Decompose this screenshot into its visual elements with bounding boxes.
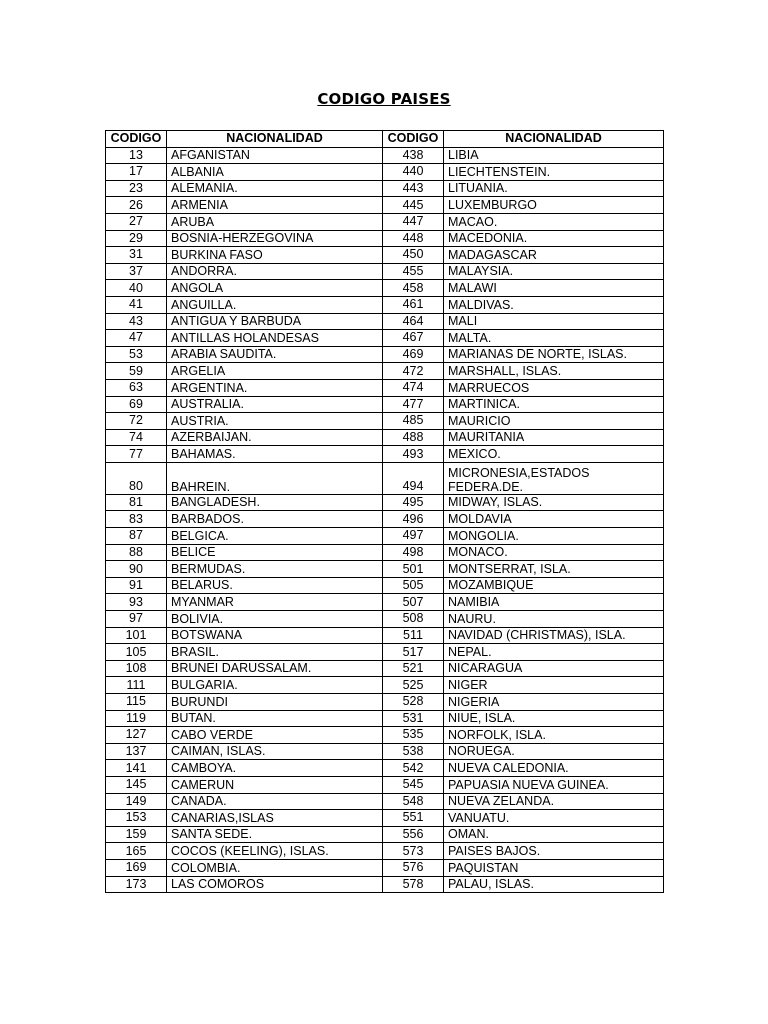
nationality-left: BELICE xyxy=(167,544,383,561)
nationality-right: MEXICO. xyxy=(444,446,664,463)
country-code-left: 165 xyxy=(106,843,167,860)
country-code-left: 74 xyxy=(106,429,167,446)
country-code-right: 495 xyxy=(383,494,444,511)
nationality-left: ANTIGUA Y BARBUDA xyxy=(167,313,383,330)
nationality-right: NUEVA ZELANDA. xyxy=(444,793,664,810)
country-code-left: 88 xyxy=(106,544,167,561)
table-row xyxy=(106,727,664,744)
nationality-right: NAVIDAD (CHRISTMAS), ISLA. xyxy=(444,627,664,644)
nationality-left: ARMENIA xyxy=(167,197,383,214)
country-code-left: 81 xyxy=(106,494,167,511)
country-code-left: 127 xyxy=(106,727,167,744)
country-code-left: 69 xyxy=(106,396,167,413)
table-row xyxy=(106,660,664,677)
nationality-right: NUEVA CALEDONIA. xyxy=(444,760,664,777)
nationality-right: NEPAL. xyxy=(444,644,664,661)
country-code-left: 101 xyxy=(106,627,167,644)
nationality-right: MARIANAS DE NORTE, ISLAS. xyxy=(444,346,664,363)
nationality-right: NAMIBIA xyxy=(444,594,664,611)
table-row xyxy=(106,627,664,644)
table-row xyxy=(106,810,664,827)
country-code-right: 448 xyxy=(383,230,444,247)
nationality-left: CAMBOYA. xyxy=(167,760,383,777)
nationality-left: BERMUDAS. xyxy=(167,561,383,578)
table-row xyxy=(106,247,664,264)
table-row xyxy=(106,644,664,661)
country-code-left: 47 xyxy=(106,330,167,347)
table-row xyxy=(106,793,664,810)
country-code-right: 469 xyxy=(383,346,444,363)
country-code-left: 63 xyxy=(106,379,167,396)
country-code-left: 40 xyxy=(106,280,167,297)
nationality-left: ARGELIA xyxy=(167,363,383,380)
nationality-left: CAMERUN xyxy=(167,776,383,793)
country-code-left: 159 xyxy=(106,826,167,843)
nationality-left: ALBANIA xyxy=(167,164,383,181)
nationality-left: BRASIL. xyxy=(167,644,383,661)
table-row xyxy=(106,296,664,313)
table-row xyxy=(106,164,664,181)
table-row xyxy=(106,544,664,561)
table-row xyxy=(106,859,664,876)
header-nationality-right: NACIONALIDAD xyxy=(444,131,664,148)
nationality-left: BULGARIA. xyxy=(167,677,383,694)
country-code-left: 153 xyxy=(106,810,167,827)
nationality-left: SANTA SEDE. xyxy=(167,826,383,843)
country-code-right: 556 xyxy=(383,826,444,843)
country-code-right: 538 xyxy=(383,743,444,760)
country-code-right: 576 xyxy=(383,859,444,876)
country-code-left: 31 xyxy=(106,247,167,264)
country-code-right: 474 xyxy=(383,379,444,396)
nationality-right: NAURU. xyxy=(444,611,664,628)
nationality-right: MACAO. xyxy=(444,213,664,230)
table-row xyxy=(106,429,664,446)
nationality-left: ARUBA xyxy=(167,213,383,230)
table-row xyxy=(106,213,664,230)
table-row xyxy=(106,760,664,777)
country-code-left: 72 xyxy=(106,413,167,430)
nationality-left: BANGLADESH. xyxy=(167,494,383,511)
country-code-left: 111 xyxy=(106,677,167,694)
country-code-right: 511 xyxy=(383,627,444,644)
nationality-right: PAQUISTAN xyxy=(444,859,664,876)
nationality-left: BOLIVIA. xyxy=(167,611,383,628)
table-row xyxy=(106,197,664,214)
table-row xyxy=(106,230,664,247)
table-row xyxy=(106,743,664,760)
country-code-right: 493 xyxy=(383,446,444,463)
nationality-left: ANGOLA xyxy=(167,280,383,297)
table-row xyxy=(106,263,664,280)
nationality-right: MALTA. xyxy=(444,330,664,347)
table-row xyxy=(106,313,664,330)
nationality-left: COLOMBIA. xyxy=(167,859,383,876)
country-code-left: 169 xyxy=(106,859,167,876)
nationality-left: BOSNIA-HERZEGOVINA xyxy=(167,230,383,247)
nationality-left: BARBADOS. xyxy=(167,511,383,528)
nationality-left: BAHREIN. xyxy=(167,462,383,494)
country-code-right: 455 xyxy=(383,263,444,280)
table-row xyxy=(106,363,664,380)
country-code-right: 461 xyxy=(383,296,444,313)
country-code-left: 145 xyxy=(106,776,167,793)
nationality-right: MAURITANIA xyxy=(444,429,664,446)
nationality-left: BUTAN. xyxy=(167,710,383,727)
country-code-left: 17 xyxy=(106,164,167,181)
nationality-right: LITUANIA. xyxy=(444,180,664,197)
country-code-left: 105 xyxy=(106,644,167,661)
nationality-right: NIUE, ISLA. xyxy=(444,710,664,727)
country-code-right: 445 xyxy=(383,197,444,214)
country-code-right: 496 xyxy=(383,511,444,528)
country-code-left: 80 xyxy=(106,462,167,494)
country-code-right: 438 xyxy=(383,147,444,164)
country-code-right: 548 xyxy=(383,793,444,810)
country-code-right: 578 xyxy=(383,876,444,893)
country-code-left: 43 xyxy=(106,313,167,330)
table-row xyxy=(106,577,664,594)
nationality-right: NIGERIA xyxy=(444,694,664,711)
nationality-right: NORUEGA. xyxy=(444,743,664,760)
nationality-right: MALDIVAS. xyxy=(444,296,664,313)
country-code-right: 467 xyxy=(383,330,444,347)
country-code-right: 535 xyxy=(383,727,444,744)
country-code-left: 137 xyxy=(106,743,167,760)
nationality-right: MADAGASCAR xyxy=(444,247,664,264)
country-code-left: 173 xyxy=(106,876,167,893)
nationality-right: PAPUASIA NUEVA GUINEA. xyxy=(444,776,664,793)
nationality-right: MICRONESIA,ESTADOS FEDERA.DE. xyxy=(444,462,664,494)
country-code-left: 59 xyxy=(106,363,167,380)
nationality-left: ARGENTINA. xyxy=(167,379,383,396)
nationality-right: MOLDAVIA xyxy=(444,511,664,528)
nationality-right: MALI xyxy=(444,313,664,330)
nationality-right: LIBIA xyxy=(444,147,664,164)
table-row xyxy=(106,494,664,511)
nationality-left: BURUNDI xyxy=(167,694,383,711)
country-code-left: 13 xyxy=(106,147,167,164)
nationality-right: PAISES BAJOS. xyxy=(444,843,664,860)
country-code-right: 472 xyxy=(383,363,444,380)
nationality-right: MONTSERRAT, ISLA. xyxy=(444,561,664,578)
nationality-right: NICARAGUA xyxy=(444,660,664,677)
country-code-left: 141 xyxy=(106,760,167,777)
country-code-right: 551 xyxy=(383,810,444,827)
country-code-right: 508 xyxy=(383,611,444,628)
nationality-right: MACEDONIA. xyxy=(444,230,664,247)
nationality-right: MALAWI xyxy=(444,280,664,297)
country-code-left: 53 xyxy=(106,346,167,363)
country-code-right: 507 xyxy=(383,594,444,611)
nationality-left: ANGUILLA. xyxy=(167,296,383,313)
table-row xyxy=(106,611,664,628)
table-row xyxy=(106,710,664,727)
nationality-right: MOZAMBIQUE xyxy=(444,577,664,594)
country-code-table xyxy=(105,130,664,893)
table-row xyxy=(106,594,664,611)
nationality-right: MIDWAY, ISLAS. xyxy=(444,494,664,511)
nationality-left: MYANMAR xyxy=(167,594,383,611)
nationality-right: MONACO. xyxy=(444,544,664,561)
nationality-left: BRUNEI DARUSSALAM. xyxy=(167,660,383,677)
nationality-left: BELGICA. xyxy=(167,528,383,545)
country-code-right: 545 xyxy=(383,776,444,793)
country-code-right: 517 xyxy=(383,644,444,661)
country-code-right: 528 xyxy=(383,694,444,711)
nationality-right: OMAN. xyxy=(444,826,664,843)
table-row xyxy=(106,876,664,893)
table-row xyxy=(106,280,664,297)
country-code-left: 115 xyxy=(106,694,167,711)
header-code-right: CODIGO xyxy=(383,131,444,148)
table-row xyxy=(106,511,664,528)
country-code-left: 83 xyxy=(106,511,167,528)
country-code-right: 494 xyxy=(383,462,444,494)
nationality-left: BURKINA FASO xyxy=(167,247,383,264)
country-code-left: 41 xyxy=(106,296,167,313)
nationality-left: AZERBAIJAN. xyxy=(167,429,383,446)
table-row xyxy=(106,330,664,347)
nationality-left: BELARUS. xyxy=(167,577,383,594)
country-code-left: 29 xyxy=(106,230,167,247)
nationality-left: COCOS (KEELING), ISLAS. xyxy=(167,843,383,860)
country-code-left: 90 xyxy=(106,561,167,578)
table-row xyxy=(106,677,664,694)
table-row xyxy=(106,396,664,413)
table-row xyxy=(106,528,664,545)
table-row xyxy=(106,843,664,860)
country-code-right: 458 xyxy=(383,280,444,297)
country-code-right: 443 xyxy=(383,180,444,197)
nationality-left: BOTSWANA xyxy=(167,627,383,644)
country-code-right: 498 xyxy=(383,544,444,561)
page-title: CODIGO PAISES xyxy=(317,90,451,108)
table-row xyxy=(106,413,664,430)
nationality-left: AFGANISTAN xyxy=(167,147,383,164)
nationality-right: NIGER xyxy=(444,677,664,694)
nationality-left: ANDORRA. xyxy=(167,263,383,280)
country-code-right: 525 xyxy=(383,677,444,694)
table-row xyxy=(106,180,664,197)
nationality-right: MALAYSIA. xyxy=(444,263,664,280)
nationality-right: LIECHTENSTEIN. xyxy=(444,164,664,181)
nationality-right: VANUATU. xyxy=(444,810,664,827)
nationality-right: PALAU, ISLAS. xyxy=(444,876,664,893)
country-code-left: 108 xyxy=(106,660,167,677)
header-code-left: CODIGO xyxy=(106,131,167,148)
table-row xyxy=(106,379,664,396)
country-code-left: 91 xyxy=(106,577,167,594)
nationality-right: MARSHALL, ISLAS. xyxy=(444,363,664,380)
nationality-right: NORFOLK, ISLA. xyxy=(444,727,664,744)
country-code-right: 573 xyxy=(383,843,444,860)
nationality-left: AUSTRIA. xyxy=(167,413,383,430)
country-code-left: 97 xyxy=(106,611,167,628)
header-nationality-left: NACIONALIDAD xyxy=(167,131,383,148)
table-row xyxy=(106,147,664,164)
country-code-left: 23 xyxy=(106,180,167,197)
nationality-right: LUXEMBURGO xyxy=(444,197,664,214)
nationality-left: LAS COMOROS xyxy=(167,876,383,893)
country-code-right: 450 xyxy=(383,247,444,264)
country-code-right: 464 xyxy=(383,313,444,330)
nationality-right: MAURICIO xyxy=(444,413,664,430)
country-code-right: 485 xyxy=(383,413,444,430)
country-code-left: 87 xyxy=(106,528,167,545)
table-body xyxy=(106,147,664,893)
country-code-right: 521 xyxy=(383,660,444,677)
nationality-left: CABO VERDE xyxy=(167,727,383,744)
nationality-left: ALEMANIA. xyxy=(167,180,383,197)
nationality-right: MARTINICA. xyxy=(444,396,664,413)
nationality-left: BAHAMAS. xyxy=(167,446,383,463)
table-row xyxy=(106,561,664,578)
table-row xyxy=(106,694,664,711)
country-code-left: 27 xyxy=(106,213,167,230)
nationality-left: ANTILLAS HOLANDESAS xyxy=(167,330,383,347)
nationality-left: CANARIAS,ISLAS xyxy=(167,810,383,827)
table-row xyxy=(106,462,664,494)
country-code-left: 119 xyxy=(106,710,167,727)
table-row xyxy=(106,446,664,463)
country-code-left: 149 xyxy=(106,793,167,810)
table-row xyxy=(106,776,664,793)
nationality-left: CAIMAN, ISLAS. xyxy=(167,743,383,760)
country-code-right: 505 xyxy=(383,577,444,594)
country-code-left: 37 xyxy=(106,263,167,280)
country-code-left: 77 xyxy=(106,446,167,463)
table-row xyxy=(106,826,664,843)
country-code-right: 488 xyxy=(383,429,444,446)
nationality-left: AUSTRALIA. xyxy=(167,396,383,413)
country-code-right: 477 xyxy=(383,396,444,413)
nationality-left: CANADA. xyxy=(167,793,383,810)
nationality-left: ARABIA SAUDITA. xyxy=(167,346,383,363)
nationality-right: MONGOLIA. xyxy=(444,528,664,545)
nationality-right: MARRUECOS xyxy=(444,379,664,396)
country-code-right: 531 xyxy=(383,710,444,727)
country-code-left: 26 xyxy=(106,197,167,214)
country-code-right: 447 xyxy=(383,213,444,230)
country-code-left: 93 xyxy=(106,594,167,611)
country-code-right: 497 xyxy=(383,528,444,545)
table-row xyxy=(106,346,664,363)
country-code-right: 501 xyxy=(383,561,444,578)
country-code-right: 542 xyxy=(383,760,444,777)
table-header-row xyxy=(106,131,664,148)
country-code-right: 440 xyxy=(383,164,444,181)
